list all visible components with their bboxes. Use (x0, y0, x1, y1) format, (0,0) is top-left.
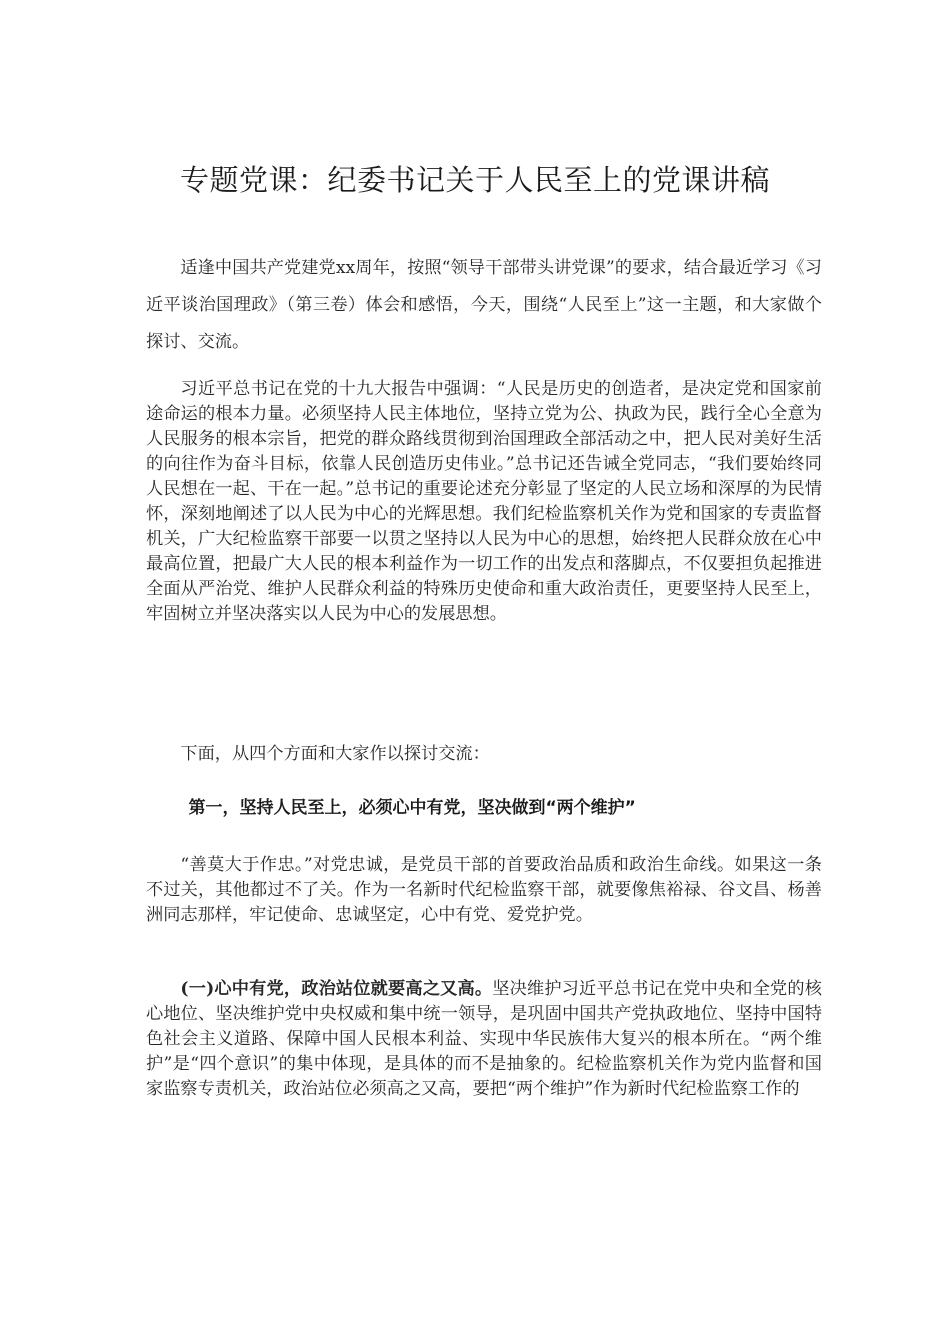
paragraph-subsection-one (146, 977, 822, 1102)
section-heading: 第一，坚持人民至上，必须心中有党，坚决做到“两个维护” (188, 798, 636, 818)
subsection-lead: (一)心中有党，政治站位就要高之又高。 (180, 979, 493, 999)
document-title: 专题党课：纪委书记关于人民至上的党课讲稿 (179, 163, 770, 197)
paragraph-intro: 适逢中国共产党建党xx周年，按照“领导干部带头讲党课”的要求，结合最近学习《习近平谈治国理政》（第三卷）体会和感悟，今天，围绕“人民至上”这一主题，和大家做个探讨、交流。 (146, 258, 822, 352)
paragraph-loyalty: “善莫大于作忠。”对党忠诚，是党员干部的首要政治品质和政治生命线。如果这一条不过关，其他都过不了关。作为一名新时代纪检监察干部，就要像焦裕禄、谷文昌、杨善洲同志那样，牢记使命、忠诚坚定，心中有党、爱党护党。 (146, 855, 822, 925)
subsection-text: 坚决维护习近平总书记在党中央和全党的核心地位、坚决维护党中央权威和集中统一领导，是巩固中国共产党执政地位、坚持中国特色社会主义道路、保障中国人民根本利益、实现中华民族伟大复兴的根本所在。“两个维护”是“四个意识”的集中体现，是具体的而不是抽象的。纪检监察机关作为党内监督和国家监察专责机关，政治站位必须高之又高，要把“两个维护”作为新时代纪检监察工作的 (146, 979, 822, 1099)
paragraph-transition: 下面，从四个方面和大家作以探讨交流： (180, 744, 490, 764)
paragraph-quote: 习近平总书记在党的十九大报告中强调：“人民是历史的创造者，是决定党和国家前途命运的根本力量。必须坚持人民主体地位，坚持立党为公、执政为民，践行全心全意为人民服务的根本宗旨，把党的群众路线贯彻到治国理政全部活动之中，把人民对美好生活的向往作为奋斗目标，依靠人民创造历史伟业。”总书记还告诫全党同志，“我们要始终同人民想在一起、干在一起。”总书记的重要论述充分彰显了坚定的人民立场和深厚的为民情怀，深刻地阐述了以人民为中心的光辉思想。我们纪检监察机关作为党和国家的专责监督机关，广大纪检监察干部要一以贯之坚持以人民为中心的思想，始终把人民群众放在心中最高位置，把最广大人民的根本利益作为一切工作的出发点和落脚点，不仅要担负起推进全面从严治党、维护人民群众利益的特殊历史使命和重大政治责任，更要坚持人民至上，牢固树立并坚决落实以人民为中心的发展思想。 (146, 379, 822, 624)
